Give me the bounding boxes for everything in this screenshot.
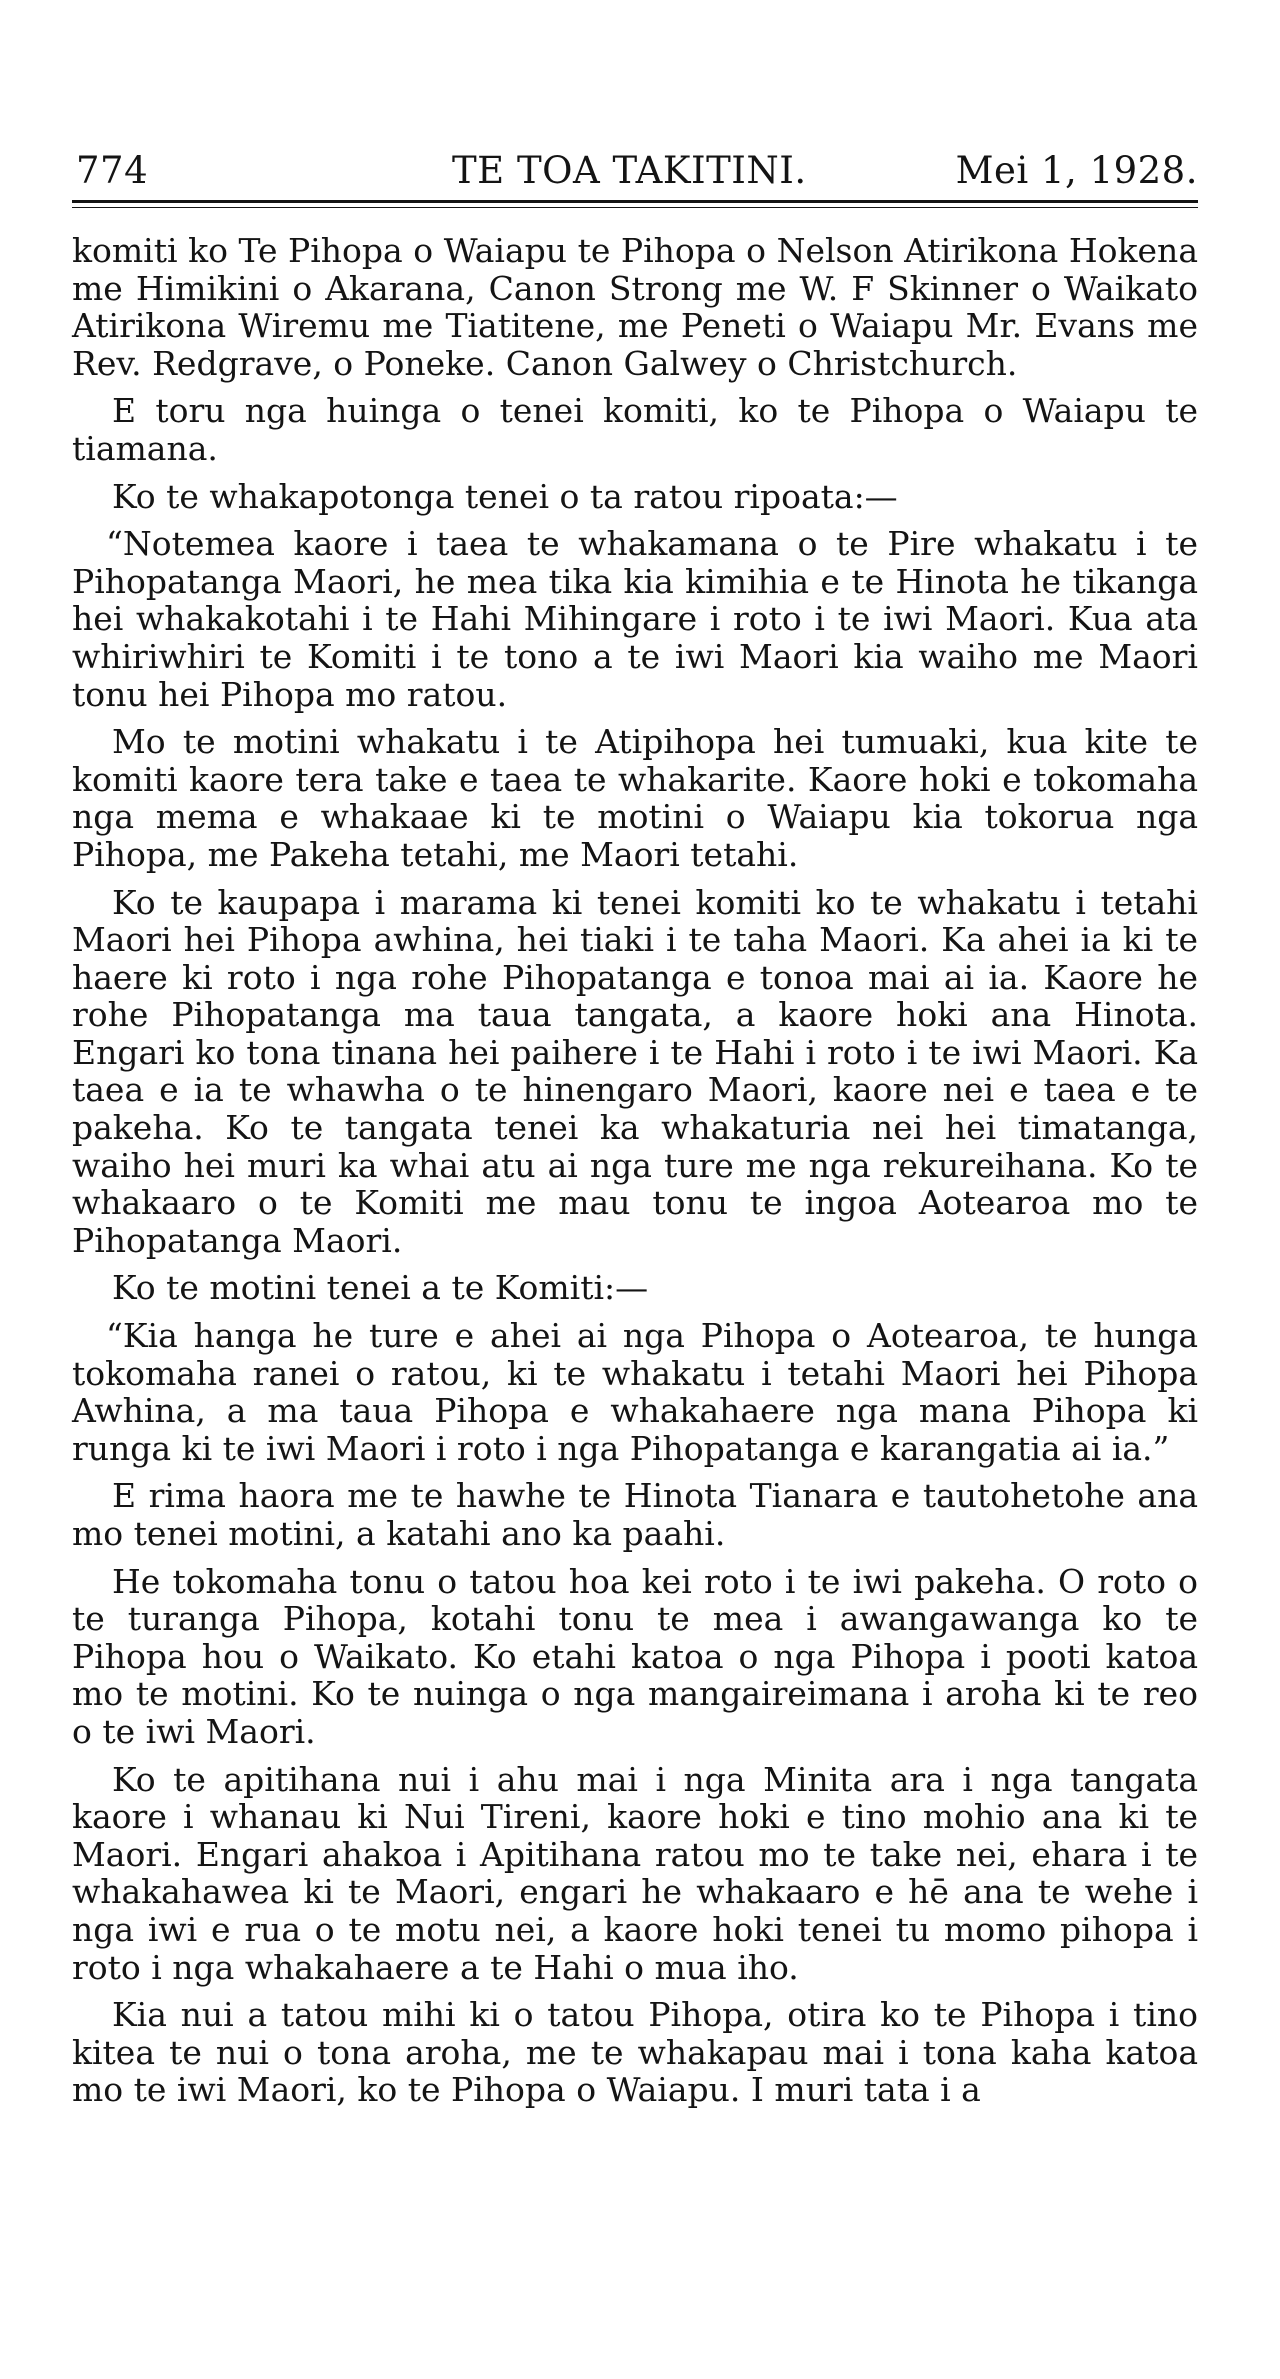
paragraph-archbishop-motion: Mo te motini whakatu i te Atipihopa hei tumuaki, kua kite te komiti kaore tera take e taea te whakarite. Kaore hoki e tokomaha nga mema e whakaae ki te motini o Waiapu kia tokorua nga Pihopa, me Pakeha tetahi, me Maori tetahi. bbox=[72, 722, 1198, 874]
header-rule-thin bbox=[72, 207, 1198, 208]
running-header bbox=[72, 140, 1198, 198]
paragraph-committee-meetings: E toru nga huinga o tenei komiti, ko te Pihopa o Waiapu te tiamana. bbox=[72, 391, 1198, 468]
paragraph-report-quote: “Notemea kaore i taea te whakamana o te Pire whakatu i te Pihopatanga Maori, he mea tika kia kimihia e te Hinota he tikanga hei whakakotahi i te Hahi Mihingare i roto i te iwi Maori. Kua ata whiriwhiri te Komiti i te tono a te iwi Maori kia waiho me Maori tonu hei Pihopa mo ratou. bbox=[72, 524, 1198, 714]
paragraph-opposition: Ko te apitihana nui i ahu mai i nga Minita ara i nga tangata kaore i whanau ki Nui Tireni, kaore hoki e tino mohio ana ki te Maori. Engari ahakoa i Apitihana ratou mo te take nei, ehara i te whakahawea ki te Maori, engari he whakaaro e hē ana te wehe i nga iwi e rua o te motu nei, a kaore hoki tenei tu momo pihopa i roto i nga whakahaere a te Hahi o mua iho. bbox=[72, 1759, 1198, 1987]
paragraph-thanks: Kia nui a tatou mihi ki o tatou Pihopa, otira ko te Pihopa i tino kitea te nui o tona aroha, me te whakapau mai i tona kaha katoa mo te iwi Maori, ko te Pihopa o Waiapu. I muri tata i a bbox=[72, 1995, 1198, 2110]
page-number: 774 bbox=[76, 149, 149, 192]
publication-title: TE TOA TAKITINI. bbox=[452, 149, 807, 192]
paragraph-friends: He tokomaha tonu o tatou hoa kei roto i te iwi pakeha. O roto o te turanga Pihopa, kotahi tonu te mea i awangawanga ko te Pihopa hou o Waikato. Ko etahi katoa o nga Pihopa i pooti katoa mo te motini. Ko te nuinga o nga mangaireimana i aroha ki te reo o te iwi Maori. bbox=[72, 1561, 1198, 1751]
header-rule-thick bbox=[72, 200, 1198, 203]
issue-date: Mei 1, 1928. bbox=[955, 149, 1198, 192]
paragraph-report-intro: Ko te whakapotonga tenei o ta ratou ripoata:— bbox=[112, 476, 898, 516]
article-body bbox=[72, 232, 1198, 2109]
paragraph-committee-plan: Ko te kaupapa i marama ki tenei komiti ko te whakatu i tetahi Maori hei Pihopa awhina, hei tiaki i te taha Maori. Ka ahei ia ki te haere ki roto i nga rohe Pihopatanga e tonoa mai ai ia. Kaore he rohe Pihopatanga ma taua tangata, a kaore hoki ana Hinota. Engari ko tona tinana hei paihere i te Hahi i roto i te iwi Maori. Ka taea e ia te whawha o te hinengaro Maori, kaore nei e taea e te pakeha. Ko te tangata tenei ka whakaturia nei hei timatanga, waiho hei muri ka whai atu ai nga ture me nga rekureihana. Ko te whakaaro o te Komiti me mau tonu te ingoa Aotearoa mo te Pihopatanga Maori. bbox=[72, 882, 1198, 1260]
paragraph-debate: E rima haora me te hawhe te Hinota Tianara e tautohetohe ana mo tenei motini, a katahi ano ka paahi. bbox=[72, 1476, 1198, 1553]
document-page bbox=[72, 140, 1198, 2119]
paragraph-motion-text: “Kia hanga he ture e ahei ai nga Pihopa o Aotearoa, te hunga tokomaha ranei o ratou, ki te whakatu i tetahi Maori hei Pihopa Awhina, a ma taua Pihopa e whakahaere nga mana Pihopa ki runga ki te iwi Maori i roto i nga Pihopatanga e karangatia ai ia.” bbox=[72, 1316, 1198, 1468]
paragraph-motion-intro: Ko te motini tenei a te Komiti:— bbox=[112, 1268, 649, 1308]
paragraph-committee-members: komiti ko Te Pihopa o Waiapu te Pihopa o Nelson Atirikona Hokena me Himikini o Akarana, Canon Strong me W. F Skinner o Waikato Atirikona Wiremu me Tiatitene, me Peneti o Waiapu Mr. Evans me Rev. Redgrave, o Poneke. Canon Galwey o Christchurch. bbox=[72, 231, 1198, 383]
